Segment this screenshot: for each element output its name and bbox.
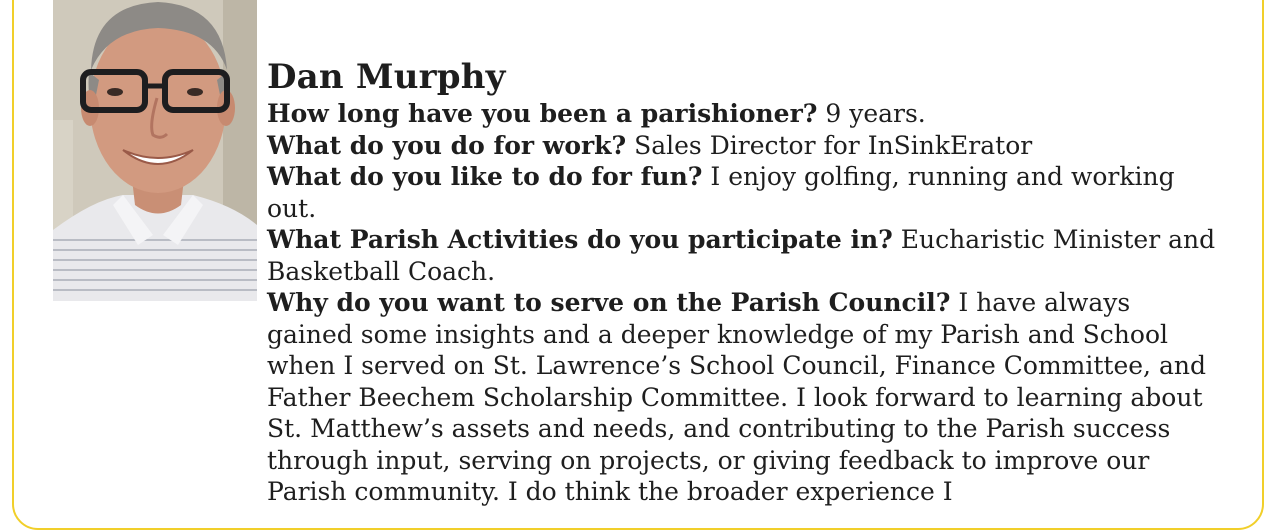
profile-content	[267, 56, 1217, 508]
qa-answer: Eucharistic Minister and Basketball Coach.	[267, 225, 1216, 286]
headshot-photo-icon	[53, 0, 257, 301]
qa-item	[267, 130, 1217, 162]
qa-question: What do you like to do for fun?	[267, 162, 703, 191]
qa-answer: I have always gained some insights and a deeper knowledge of my Parish and School when I served on St. Lawrence’s School Council, Finance Committee, and Father Beechem Scholarship Committee. I look forward to learning about St. Matthew’s assets and needs, and contributing to the Parish success through input, serving on projects, or giving feedback to improve our Parish community. I do think the broader experience I	[267, 288, 1206, 506]
qa-item	[267, 161, 1217, 224]
person-name: Dan Murphy	[267, 57, 506, 97]
profile-photo	[53, 0, 257, 301]
qa-question: How long have you been a parishioner?	[267, 99, 818, 128]
qa-item	[267, 98, 1217, 130]
qa-answer: Sales Director for InSinkErator	[634, 130, 1033, 160]
qa-question: Why do you want to serve on the Parish Council?	[267, 288, 951, 317]
qa-item	[267, 287, 1217, 508]
qa-question: What do you do for work?	[267, 130, 627, 160]
qa-answer: 9 years.	[825, 99, 926, 128]
qa-answer: I enjoy golfing, running and working out.	[267, 162, 1175, 223]
qa-question: What Parish Activities do you participate in?	[267, 225, 893, 254]
qa-item	[267, 224, 1217, 287]
